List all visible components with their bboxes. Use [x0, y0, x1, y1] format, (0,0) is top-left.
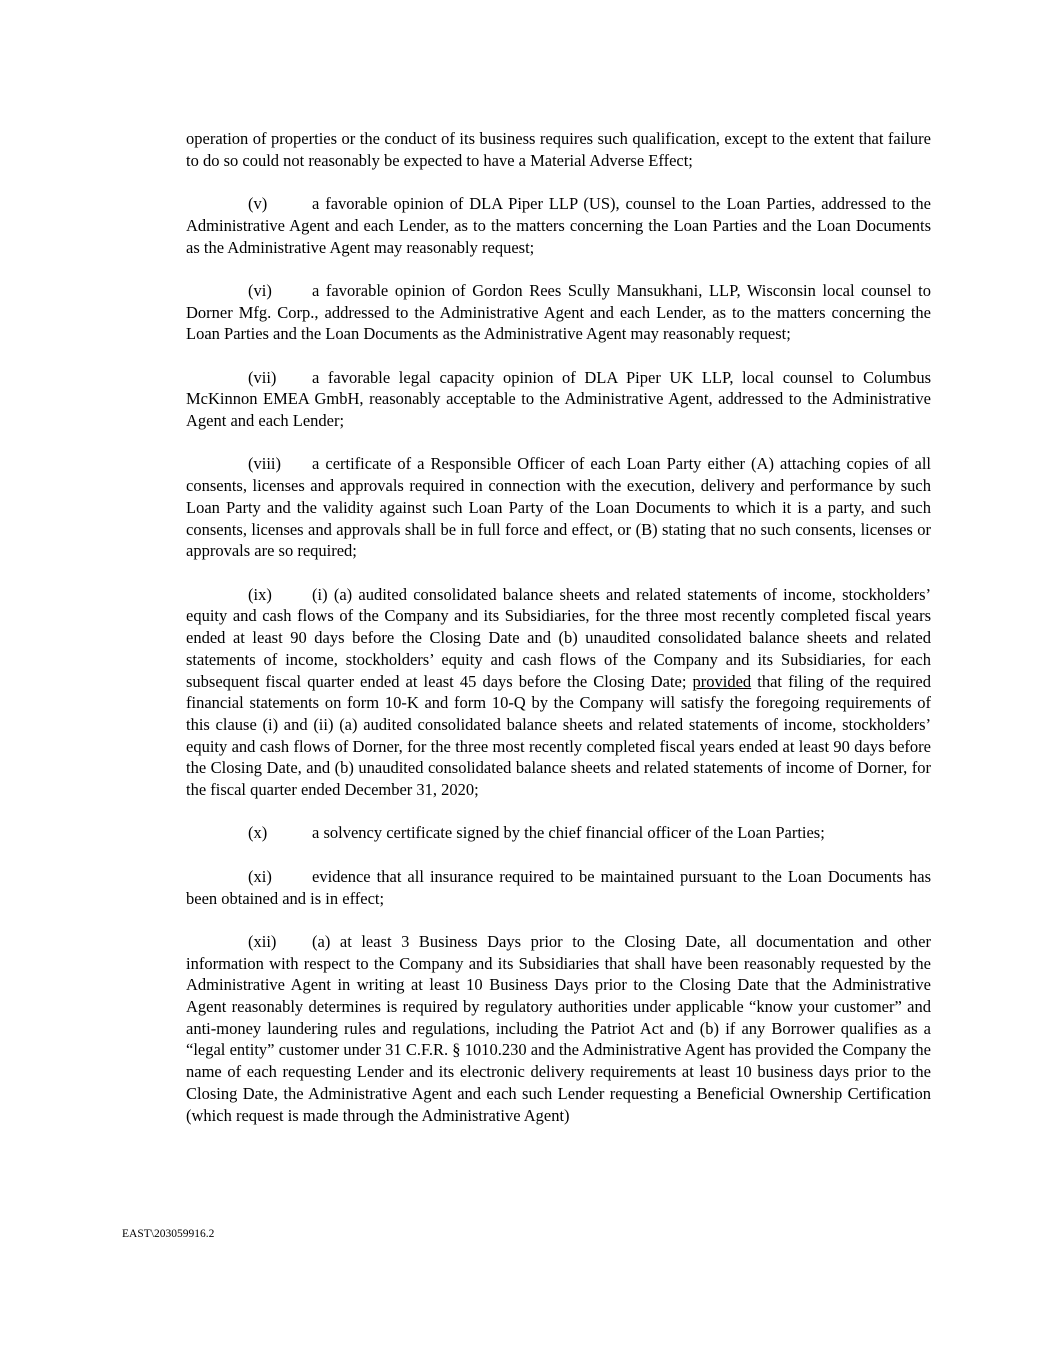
paragraph-text: operation of properties or the conduct of its business requires such qualification, except to the extent that failure to do so could not reasonably be expected to have a Material Adverse Effect;	[186, 129, 931, 170]
item-marker-ix: (ix)	[248, 584, 272, 604]
item-text-ix-post: that filing of the required financial statements on form 10-K and form 10-Q by the Company will satisfy the foregoing requirements of this clause (i) and (ii) (a) audited consolidated balance sheets and related statements of income, stockholders’ equity and cash flows of Dorner, for the three most recently completed fiscal years ended at least 90 days before the Closing Date, and (b) unaudited consolidated balance sheets and related statements of income of Dorner, for the fiscal quarter ended December 31, 2020;	[186, 671, 931, 800]
item-marker-vi: (vi)	[248, 280, 272, 300]
list-item-xii	[186, 931, 931, 1126]
item-text-v: a favorable opinion of DLA Piper LLP (US), counsel to the Loan Parties, addressed to the Administrative Agent and each Lender, as to the matters concerning the Loan Parties and the Loan Documents as the Administrative Agent may reasonably request;	[186, 194, 931, 257]
item-text-xi: evidence that all insurance required to be maintained pursuant to the Loan Documents has been obtained and is in effect;	[186, 866, 931, 908]
paragraph-continuation	[186, 128, 931, 171]
list-item-v	[186, 193, 931, 258]
item-text-x: a solvency certificate signed by the chief financial officer of the Loan Parties;	[312, 823, 825, 843]
item-text-viii: a certificate of a Responsible Officer of each Loan Party either (A) attaching copies of all consents, licenses and approvals required in connection with the execution, delivery and performance by such Loan Party and the validity against such Loan Party of the Loan Documents to which it is a party, and such consents, licenses and approvals shall be in full force and effect, or (B) stating that no such consents, licenses or approvals are so required;	[186, 454, 931, 561]
list-item-xi	[186, 866, 931, 909]
item-marker-vii: (vii)	[248, 367, 277, 387]
item-text-vi: a favorable opinion of Gordon Rees Scully Mansukhani, LLP, Wisconsin local counsel to Dorner Mfg. Corp., addressed to the Administrative Agent and each Lender, as to the matters concerning the Loan Parties and the Loan Documents as the Administrative Agent may reasonably request;	[186, 280, 931, 344]
item-text-ix-pre: (i) (a) audited consolidated balance sheets and related statements of income, stockholders’ equity and cash flows of the Company and its Subsidiaries, for the three most recently completed fiscal years ended at least 90 days before the Closing Date and (b) unaudited consolidated balance sheets and related statements of income, stockholders’ equity and cash flows of the Company and its Subsidiaries, for each subsequent fiscal quarter ended at least 45 days before the Closing Date;	[186, 584, 931, 691]
list-item-vii	[186, 367, 931, 432]
list-item-vi	[186, 280, 931, 345]
list-item-ix	[186, 584, 931, 801]
item-text-ix-underlined: provided	[692, 671, 752, 691]
list-item-x	[186, 822, 931, 844]
item-marker-xi: (xi)	[248, 866, 272, 886]
item-marker-v: (v)	[248, 194, 268, 214]
item-marker-x: (x)	[248, 823, 268, 843]
item-text-vii: a favorable legal capacity opinion of DLA Piper UK LLP, local counsel to Columbus McKinnon EMEA GmbH, reasonably acceptable to the Administrative Agent, addressed to the Administrative Agent and each Lender;	[186, 367, 931, 431]
document-body	[186, 128, 931, 1148]
item-marker-viii: (viii)	[248, 454, 281, 474]
item-text-xii: (a) at least 3 Business Days prior to the Closing Date, all documentation and other information with respect to the Company and its Subsidiaries that shall have been reasonably requested by the Administrative Agent in writing at least 10 Business Days prior to the Closing Date that the Administrative Agent reasonably determines is required by regulatory authorities under applicable “know your customer” and anti-money laundering rules and regulations, including the Patriot Act and (b) if any Borrower qualifies as a “legal entity” customer under 31 C.F.R. § 1010.230 and the Administrative Agent has provided the Company the name of each requesting Lender and its electronic delivery requirements at least 10 business days prior to the Closing Date, the Administrative Agent and each such Lender requesting a Beneficial Ownership Certification (which request is made through the Administrative Agent)	[186, 931, 931, 1125]
document-footer-id: EAST\203059916.2	[122, 1228, 215, 1240]
item-marker-xii: (xii)	[248, 931, 277, 951]
list-item-viii	[186, 453, 931, 562]
